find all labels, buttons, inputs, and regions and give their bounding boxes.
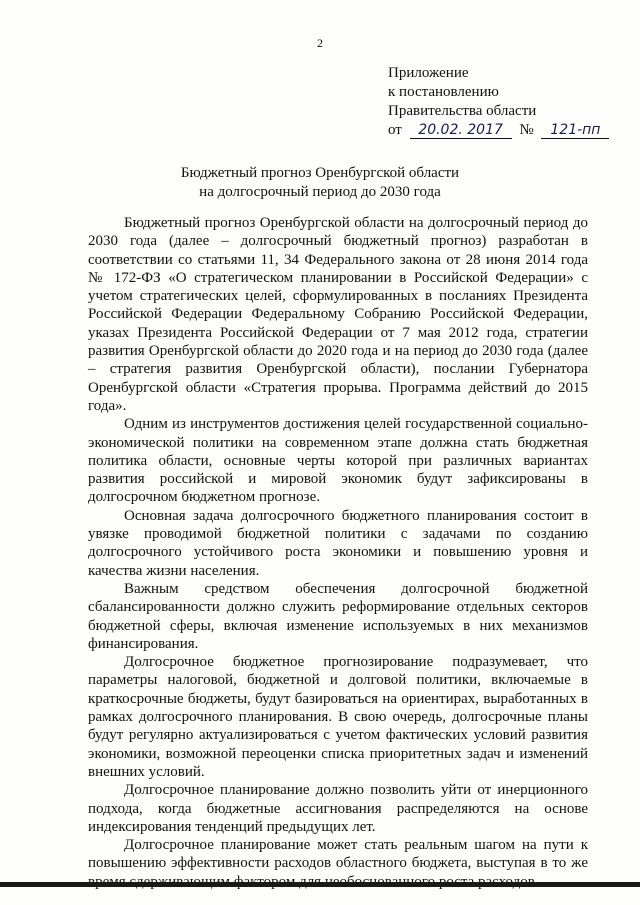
appendix-date-row bbox=[388, 121, 609, 140]
handwritten-number: 121-пп bbox=[541, 123, 609, 139]
title-line-2: на долгосрочный период до 2030 года bbox=[199, 184, 441, 200]
date-prefix: от bbox=[388, 122, 402, 138]
paragraph-3: Основная задача долгосрочного бюджетного планирования состоит в увязке проводимой бюджетной политики с задачами по созданию долгосрочного устойчивого роста экономики и повышению уровня и качества жизни населения. bbox=[88, 507, 588, 579]
bottom-scan-rule bbox=[0, 882, 640, 887]
document-title bbox=[0, 164, 640, 202]
title-line-1: Бюджетный прогноз Оренбургской области bbox=[180, 165, 460, 181]
paragraph-5: Долгосрочное бюджетное прогнозирование подразумевает, что параметры налоговой, бюджетной и долговой политики, включаемые в краткосрочные бюджеты, будут базироваться на ориентирах, выработанных в рамках долгосрочного планирования. В свою очередь, долгосрочные планы будут регулярно актуализироваться с учетом фактических условий развития экономики, возможной переоценки списка приоритетных задач и изменений внешних условий. bbox=[88, 654, 588, 780]
appendix-government: Правительства области bbox=[388, 103, 537, 119]
paragraph-2: Одним из инструментов достижения целей государственной социально-экономической политики на современном этапе должна стать бюджетная политика области, основные черты которой при различных вариантах развития российской и мировой экономик будут зафиксированы в долгосрочном бюджетном прогнозе. bbox=[88, 416, 588, 506]
page-number: 2 bbox=[317, 36, 323, 50]
document-body bbox=[88, 214, 588, 891]
paragraph-4: Важным средством обеспечения долгосрочной бюджетной сбалансированности должно служить реформирование отдельных секторов бюджетной сферы, включая изменение используемых в них механизмов финансирования. bbox=[88, 580, 588, 652]
appendix-resolution: к постановлению bbox=[388, 84, 499, 100]
appendix-block bbox=[388, 64, 609, 140]
appendix-label: Приложение bbox=[388, 65, 469, 81]
paragraph-7: Долгосрочное планирование может стать реальным шагом на пути к повышению эффективности расходов областного бюджета, выступая в то же bbox=[88, 837, 588, 872]
number-prefix: № bbox=[519, 122, 534, 138]
paragraph-6: Долгосрочное планирование должно позволить уйти от инерционного подхода, когда бюджетные ассигнования распределяются на основе индексирования тенденций предыдущих лет. bbox=[88, 782, 588, 835]
handwritten-date: 20.02. 2017 bbox=[410, 123, 512, 139]
paragraph-1: Бюджетный прогноз Оренбургской области на долгосрочный период до 2030 года (далее – долгосрочный бюджетный прогноз) разработан в соответствии со статьями 11, 34 Федерального закона от 28 июня 2014 года № 172-ФЗ «О стратегическом планировании в Российской Федерации» с учетом стратегических целей, сформулированных в посланиях Президента Российской Федерации Федеральному Собранию Российской Федерации, указах Президента Российской Федерации от 7 мая 2012 года, стратегии развития Оренбургской области до 2020 года и на период до 2030 года (далее – стратегия развития Оренбургской области), послании Губернатора Оренбургской области «Стратегия прорыва. Программа действий до 2015 года». bbox=[88, 215, 588, 414]
